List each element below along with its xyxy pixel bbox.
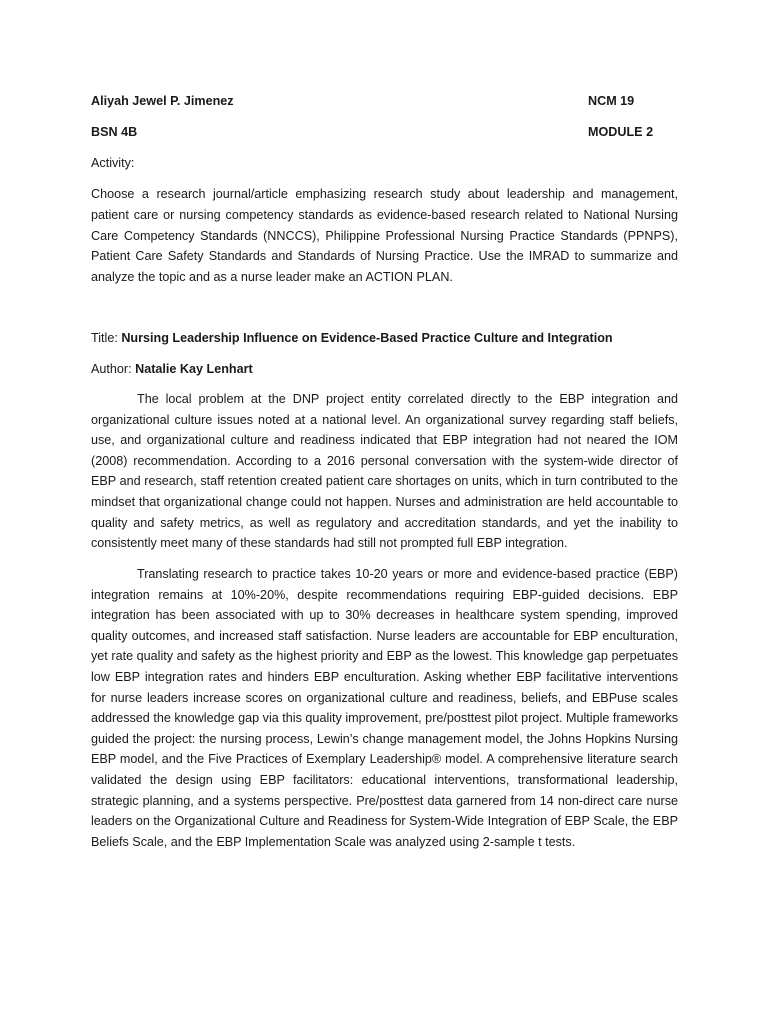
- document-content: [91, 91, 678, 852]
- body-paragraph-2: Translating research to practice takes 10-20 years or more and evidence-based practice (EBP) integration remains at 10%-20%, despite recommendations requiring EBP-guided decisions. EBP integration has been associated with up to 30% decreases in healthcare system spending, improved quality outcomes, and increased staff satisfaction. Nurse leaders are accountable for EBP enculturation, yet rate quality and safety as the highest priority and EBP as the lowest. This knowledge gap perpetuates low EBP integration rates and hinders EBP enculturation. Asking whether EBP facilitative interventions for nurse leaders increase scores on organizational culture and readiness, beliefs, and EBPuse scales addressed the knowledge gap via this quality improvement, pre/posttest pilot project. Multiple frameworks guided the project: the nursing process, Lewin’s change management model, the Johns Hopkins Nursing EBP model, and the Five Practices of Exemplary Leadership® model. A comprehensive literature search validated the design using EBP facilitators: educational interventions, transformational leadership, strategic planning, and a systems perspective. Pre/posttest data garnered from 14 non-direct care nurse leaders on the Organizational Culture and Readiness for System-Wide Integration of EBP Scale, the EBP Beliefs Scale, and the EBP Implementation Scale was analyzed using 2-sample t tests.: [91, 567, 678, 849]
- author-label: Author:: [91, 361, 136, 376]
- section: BSN 4B: [91, 125, 138, 140]
- title-label: Title:: [91, 330, 122, 345]
- header-row-1: [91, 91, 678, 112]
- article-title-line: [91, 328, 678, 349]
- article-author: Natalie Kay Lenhart: [135, 361, 253, 376]
- activity-label: Activity:: [91, 156, 135, 171]
- module-label: MODULE 2: [588, 125, 654, 140]
- article-author-line: [91, 359, 678, 380]
- article-title: Nursing Leadership Influence on Evidence-Based Practice Culture and Integration: [121, 330, 613, 345]
- student-name: Aliyah Jewel P. Jimenez: [91, 94, 234, 108]
- header-row-2: [91, 122, 678, 143]
- activity-instructions: Choose a research journal/article emphasizing research study about leadership and management, patient care or nursing competency standards as evidence-based research related to National Nursing Care Competency Standards (NNCCS), Philippine Professional Nursing Practice Standards (PPNPS), Patient Care Safety Standards and Standards of Nursing Practice. Use the IMRAD to summarize and analyze the topic and as a nurse leader make an ACTION PLAN.: [91, 187, 678, 284]
- body-paragraph-1: The local problem at the DNP project entity correlated directly to the EBP integration and organizational culture issues noted at a national level. An organizational survey regarding staff beliefs, use, and organizational culture and readiness indicated that EBP integration had not neared the IOM (2008) recommendation. According to a 2016 personal conversation with the system-wide director of EBP and research, staff retention created patient care shortages on units, which in turn contributed to the mindset that organizational change could not happen. Nurses and administration are held accountable to quality and safety metrics, as well as regulatory and accreditation standards, and yet the inability to consistently meet many of these standards had still not prompted full EBP integration.: [91, 392, 678, 551]
- course-code: NCM 19: [588, 94, 635, 108]
